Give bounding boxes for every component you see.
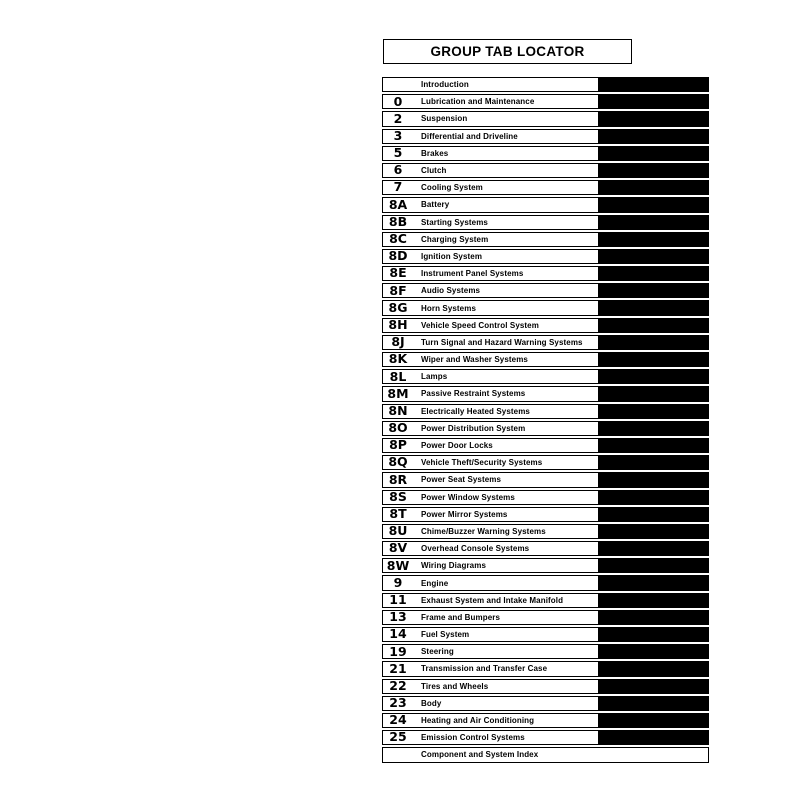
tab-label: Power Door Locks bbox=[421, 441, 493, 451]
tab-number: 8H bbox=[388, 316, 408, 332]
tab-row[interactable] bbox=[382, 368, 709, 385]
tab-label: Wiper and Washer Systems bbox=[421, 355, 528, 365]
tab-marker-bar[interactable] bbox=[598, 696, 709, 711]
tab-cell bbox=[382, 507, 598, 522]
tab-row[interactable] bbox=[382, 592, 709, 609]
tab-number: 22 bbox=[389, 677, 407, 693]
tab-label: Lamps bbox=[421, 372, 448, 382]
tab-cell bbox=[382, 300, 598, 315]
tab-row[interactable] bbox=[382, 523, 709, 540]
tab-marker-bar[interactable] bbox=[598, 679, 709, 694]
tab-row[interactable] bbox=[382, 557, 709, 574]
tab-row[interactable] bbox=[382, 299, 709, 316]
tab-number: 8P bbox=[389, 437, 407, 453]
tab-label: Chime/Buzzer Warning Systems bbox=[421, 526, 546, 536]
tab-row[interactable] bbox=[382, 282, 709, 299]
tab-row[interactable] bbox=[382, 574, 709, 591]
tab-cell bbox=[382, 644, 598, 659]
tab-cell bbox=[382, 249, 598, 264]
tab-number: 23 bbox=[389, 695, 407, 711]
tab-marker-bar[interactable] bbox=[598, 94, 709, 109]
tab-marker-bar[interactable] bbox=[598, 163, 709, 178]
tab-row[interactable] bbox=[382, 454, 709, 471]
tab-cell bbox=[382, 490, 598, 505]
tab-label: Vehicle Theft/Security Systems bbox=[421, 458, 543, 468]
tab-marker-bar[interactable] bbox=[598, 644, 709, 659]
tab-row[interactable] bbox=[382, 248, 709, 265]
tab-row[interactable] bbox=[382, 403, 709, 420]
tab-marker-bar[interactable] bbox=[598, 300, 709, 315]
tab-cell bbox=[382, 404, 598, 419]
tab-label: Fuel System bbox=[421, 630, 470, 640]
tab-number: 8C bbox=[389, 231, 407, 247]
tab-label: Horn Systems bbox=[421, 303, 476, 313]
tab-label: Steering bbox=[421, 647, 454, 657]
tab-number: 7 bbox=[393, 179, 403, 195]
tab-cell bbox=[382, 163, 598, 178]
tab-label: Body bbox=[421, 698, 442, 708]
tab-marker-bar[interactable] bbox=[598, 180, 709, 195]
tab-cell bbox=[382, 438, 598, 453]
tab-row[interactable] bbox=[382, 334, 709, 351]
tab-row[interactable] bbox=[382, 660, 709, 677]
tab-number: 8W bbox=[386, 557, 410, 573]
tab-marker-bar[interactable] bbox=[598, 575, 709, 590]
tab-label: Exhaust System and Intake Manifold bbox=[421, 595, 564, 605]
tab-label: Vehicle Speed Control System bbox=[421, 320, 539, 330]
tab-number: 6 bbox=[393, 162, 403, 178]
tab-marker-bar[interactable] bbox=[598, 318, 709, 333]
tab-label: Instrument Panel Systems bbox=[421, 269, 524, 279]
tab-number: 8D bbox=[388, 248, 408, 264]
tab-marker-bar[interactable] bbox=[598, 249, 709, 264]
tab-label: Component and System Index bbox=[421, 750, 539, 760]
tab-cell bbox=[382, 747, 709, 762]
tab-row[interactable] bbox=[382, 162, 709, 179]
tab-label: Engine bbox=[421, 578, 449, 588]
tab-label: Ignition System bbox=[421, 251, 483, 261]
tab-marker-bar[interactable] bbox=[598, 146, 709, 161]
tab-marker-bar[interactable] bbox=[598, 197, 709, 212]
tab-marker-bar[interactable] bbox=[598, 541, 709, 556]
tab-number: 8E bbox=[389, 265, 407, 281]
tab-label: Frame and Bumpers bbox=[421, 612, 501, 622]
tab-row[interactable] bbox=[382, 729, 709, 746]
tab-number: 8L bbox=[389, 368, 407, 384]
tab-marker-bar[interactable] bbox=[598, 558, 709, 573]
tab-marker-bar[interactable] bbox=[598, 490, 709, 505]
tab-marker-bar[interactable] bbox=[598, 593, 709, 608]
group-tab-list bbox=[382, 76, 709, 764]
tab-row[interactable] bbox=[382, 437, 709, 454]
tab-marker-bar[interactable] bbox=[598, 455, 709, 470]
tab-row[interactable] bbox=[382, 695, 709, 712]
tab-label: Emission Control Systems bbox=[421, 733, 525, 743]
tab-label: Battery bbox=[421, 200, 450, 210]
tab-cell bbox=[382, 661, 598, 676]
tab-cell bbox=[382, 283, 598, 298]
tab-label: Passive Restraint Systems bbox=[421, 389, 526, 399]
tab-cell bbox=[382, 386, 598, 401]
tab-number: 8U bbox=[388, 523, 408, 539]
tab-cell bbox=[382, 146, 598, 161]
tab-row[interactable] bbox=[382, 540, 709, 557]
tab-number: 8K bbox=[388, 351, 408, 367]
tab-number: 25 bbox=[389, 729, 407, 745]
tab-marker-bar[interactable] bbox=[598, 129, 709, 144]
tab-cell bbox=[382, 421, 598, 436]
tab-row[interactable] bbox=[382, 626, 709, 643]
tab-label: Wiring Diagrams bbox=[421, 561, 486, 571]
tab-cell bbox=[382, 610, 598, 625]
tab-cell bbox=[382, 696, 598, 711]
tab-number: 8R bbox=[388, 471, 408, 487]
tab-cell bbox=[382, 318, 598, 333]
tab-number: 8A bbox=[388, 196, 408, 212]
tab-marker-bar[interactable] bbox=[598, 404, 709, 419]
tab-label: Power Seat Systems bbox=[421, 475, 502, 485]
tab-marker-bar[interactable] bbox=[598, 77, 709, 92]
tab-label: Tires and Wheels bbox=[421, 681, 489, 691]
tab-cell bbox=[382, 111, 598, 126]
tab-number: 8S bbox=[389, 488, 407, 504]
tab-label: Clutch bbox=[421, 166, 447, 176]
tab-number: 8J bbox=[391, 334, 405, 350]
tab-cell bbox=[382, 232, 598, 247]
tab-cell bbox=[382, 627, 598, 642]
tab-row[interactable] bbox=[382, 678, 709, 695]
tab-marker-bar[interactable] bbox=[598, 232, 709, 247]
tab-row[interactable] bbox=[382, 712, 709, 729]
tab-cell bbox=[382, 713, 598, 728]
tab-cell bbox=[382, 77, 598, 92]
tab-cell bbox=[382, 455, 598, 470]
tab-number: 19 bbox=[389, 643, 407, 659]
tab-cell bbox=[382, 369, 598, 384]
tab-cell bbox=[382, 679, 598, 694]
tab-number: 8V bbox=[388, 540, 408, 556]
tab-row[interactable] bbox=[382, 471, 709, 488]
tab-cell bbox=[382, 197, 598, 212]
tab-label: Power Distribution System bbox=[421, 423, 526, 433]
tab-number: 21 bbox=[389, 660, 407, 676]
tab-row[interactable] bbox=[382, 179, 709, 196]
tab-marker-bar[interactable] bbox=[598, 369, 709, 384]
tab-row[interactable] bbox=[382, 93, 709, 110]
tab-number: 8M bbox=[387, 385, 409, 401]
tab-row[interactable] bbox=[382, 110, 709, 127]
tab-number: 8G bbox=[388, 299, 408, 315]
tab-number: 3 bbox=[393, 127, 403, 143]
tab-label: Power Mirror Systems bbox=[421, 509, 508, 519]
tab-label: Suspension bbox=[421, 114, 468, 124]
tab-cell bbox=[382, 575, 598, 590]
tab-marker-bar[interactable] bbox=[598, 438, 709, 453]
tab-label: Audio Systems bbox=[421, 286, 481, 296]
tab-marker-bar[interactable] bbox=[598, 610, 709, 625]
tab-row[interactable] bbox=[382, 609, 709, 626]
tab-number: 24 bbox=[389, 712, 407, 728]
tab-number: 8F bbox=[389, 282, 407, 298]
tab-number: 8O bbox=[388, 420, 408, 436]
tab-row[interactable] bbox=[382, 489, 709, 506]
tab-row[interactable] bbox=[382, 506, 709, 523]
tab-marker-bar[interactable] bbox=[598, 713, 709, 728]
tab-cell bbox=[382, 215, 598, 230]
tab-label: Brakes bbox=[421, 148, 449, 158]
tab-row[interactable] bbox=[382, 128, 709, 145]
tab-cell bbox=[382, 180, 598, 195]
tab-cell bbox=[382, 129, 598, 144]
tab-label: Transmission and Transfer Case bbox=[421, 664, 548, 674]
tab-row[interactable] bbox=[382, 231, 709, 248]
tab-label: Cooling System bbox=[421, 183, 483, 193]
tab-number: 13 bbox=[389, 609, 407, 625]
tab-label: Heating and Air Conditioning bbox=[421, 716, 535, 726]
tab-number: 5 bbox=[393, 145, 403, 161]
tab-cell bbox=[382, 593, 598, 608]
tab-row[interactable] bbox=[382, 145, 709, 162]
tab-row[interactable] bbox=[382, 196, 709, 213]
tab-marker-bar[interactable] bbox=[598, 215, 709, 230]
tab-label: Electrically Heated Systems bbox=[421, 406, 530, 416]
tab-row[interactable] bbox=[382, 317, 709, 334]
tab-marker-bar[interactable] bbox=[598, 730, 709, 745]
tab-cell bbox=[382, 94, 598, 109]
tab-marker-bar[interactable] bbox=[598, 524, 709, 539]
tab-marker-bar[interactable] bbox=[598, 386, 709, 401]
tab-row[interactable] bbox=[382, 214, 709, 231]
tab-cell bbox=[382, 472, 598, 487]
tab-number: 8N bbox=[388, 402, 408, 418]
tab-marker-bar[interactable] bbox=[598, 266, 709, 281]
tab-number: 14 bbox=[389, 626, 407, 642]
page-title: GROUP TAB LOCATOR bbox=[383, 39, 632, 64]
tab-row[interactable] bbox=[382, 265, 709, 282]
tab-row[interactable] bbox=[382, 643, 709, 660]
tab-marker-bar[interactable] bbox=[598, 111, 709, 126]
tab-number: 2 bbox=[393, 110, 403, 126]
tab-label: Introduction bbox=[421, 80, 469, 90]
tab-marker-bar[interactable] bbox=[598, 472, 709, 487]
tab-label: Overhead Console Systems bbox=[421, 544, 530, 554]
tab-cell bbox=[382, 352, 598, 367]
tab-label: Starting Systems bbox=[421, 217, 488, 227]
tab-label: Differential and Driveline bbox=[421, 131, 518, 141]
tab-label: Charging System bbox=[421, 234, 489, 244]
tab-marker-bar[interactable] bbox=[598, 283, 709, 298]
tab-label: Turn Signal and Hazard Warning Systems bbox=[421, 337, 583, 347]
tab-number: 9 bbox=[393, 574, 403, 590]
tab-marker-bar[interactable] bbox=[598, 335, 709, 350]
tab-marker-bar[interactable] bbox=[598, 352, 709, 367]
tab-marker-bar[interactable] bbox=[598, 507, 709, 522]
tab-label: Lubrication and Maintenance bbox=[421, 97, 535, 107]
tab-row[interactable] bbox=[382, 420, 709, 437]
tab-marker-bar[interactable] bbox=[598, 421, 709, 436]
tab-number: 11 bbox=[389, 591, 407, 607]
tab-cell bbox=[382, 524, 598, 539]
tab-row[interactable] bbox=[382, 76, 709, 93]
tab-number: 0 bbox=[393, 93, 403, 109]
tab-cell bbox=[382, 558, 598, 573]
tab-label: Power Window Systems bbox=[421, 492, 515, 502]
tab-number: 8Q bbox=[388, 454, 408, 470]
tab-marker-bar[interactable] bbox=[598, 661, 709, 676]
tab-marker-bar[interactable] bbox=[598, 627, 709, 642]
tab-cell bbox=[382, 730, 598, 745]
tab-cell bbox=[382, 266, 598, 281]
tab-row[interactable] bbox=[382, 351, 709, 368]
tab-number: 8B bbox=[388, 213, 408, 229]
tab-row[interactable] bbox=[382, 385, 709, 402]
tab-row[interactable] bbox=[382, 746, 709, 763]
tab-cell bbox=[382, 541, 598, 556]
tab-cell bbox=[382, 335, 598, 350]
tab-number: 8T bbox=[389, 506, 407, 522]
